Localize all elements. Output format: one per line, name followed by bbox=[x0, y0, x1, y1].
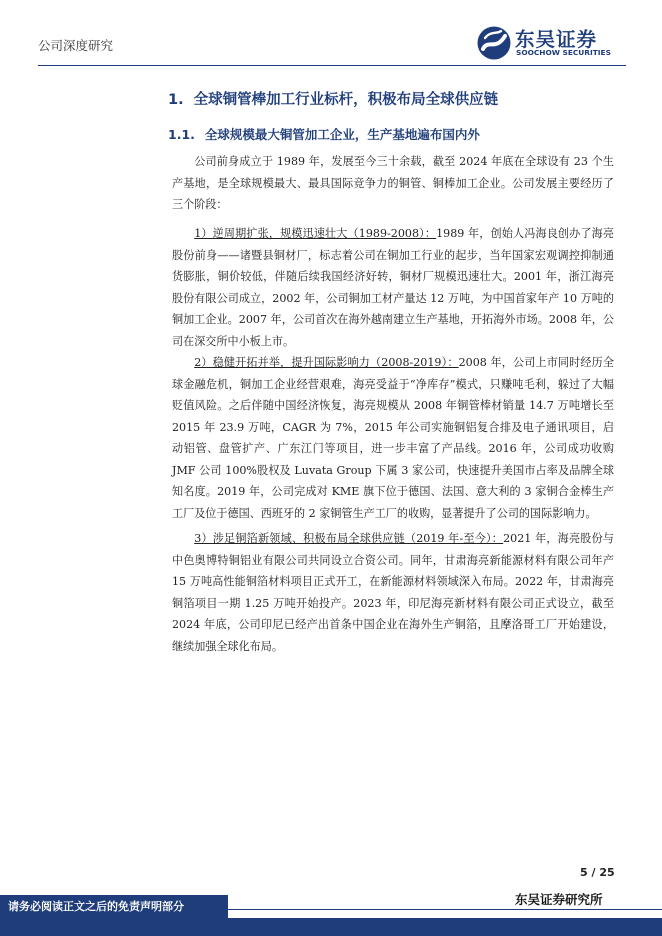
footer-band bbox=[0, 918, 662, 936]
paragraph-text: 1989 年，创始人冯海良创办了海亮股份前身——诸暨县铜材厂，标志着公司在铜加工行业的起步，当年国家宏观调控抑制通货膨胀，铜价较低，伴随后续我国经济好转，铜材厂规模迅速壮大。2001 年，浙江海亮股份有限公司成立，2002 年，公司铜加工材产量达 12 万吨，为中国首家年产 10 万吨的铜加工企业。2007 年，公司首次在海外越南建立生产基地，开拓海外市场。2008 年，公司在深交所中小板上市。 bbox=[172, 227, 614, 348]
paragraph-stage-1 bbox=[172, 223, 614, 352]
subsection-heading bbox=[168, 125, 480, 143]
footer-divider bbox=[228, 909, 662, 910]
section-number: 1. bbox=[168, 92, 184, 108]
paragraph-stage-3 bbox=[172, 528, 614, 657]
footer-organization: 东吴证券研究所 bbox=[515, 892, 603, 907]
soochow-logo-icon bbox=[476, 25, 512, 61]
paragraph-text: 2008 年，公司上市同时经历全球金融危机，铜加工企业经营艰难，海亮受益于“净库存”模式，只赚吨毛利，躲过了大幅贬值风险。之后伴随中国经济恢复，海亮规模从 2008 年铜管棒材销量 14.7 万吨增长至 2015 年 23.9 万吨，CAGR 为 7%，2015 年公司实施铜铝复合排及电子通讯项目，启动铝管、盘管扩产、广东江门等项目，进一步丰富了产品线。2016 年，公司成功收购 JMF 公司 100%股权及 Luvata Group 下属 3 家公司，快速提升美国市占率及品牌全球知名度。2019 年，公司完成对 KME 旗下位于德国、法国、意大利的 3 家铜合金棒生产工厂及位于德国、西班牙的 2 家铜管生产工厂的收购，显著提升了公司的国际影响力。 bbox=[172, 356, 614, 520]
doc-type-label: 公司深度研究 bbox=[38, 38, 114, 53]
section-heading bbox=[168, 88, 498, 109]
header-divider bbox=[38, 65, 626, 66]
paragraph-text: 公司前身成立于 1989 年，发展至今三十余载，截至 2024 年底在全球设有 23 个生产基地，是全球规模最大、最具国际竞争力的铜管、铜棒加工企业。公司发展主要经历了三个阶段： bbox=[172, 155, 614, 211]
disclaimer-banner: 请务必阅读正文之后的免责声明部分 bbox=[0, 895, 228, 918]
paragraph-lead: 2）稳健开拓并举，提升国际影响力（2008-2019）： bbox=[194, 356, 459, 369]
subsection-title: 全球规模最大铜管加工企业，生产基地遍布国内外 bbox=[204, 127, 480, 142]
logo-chinese-name: 东吴证券 bbox=[515, 28, 598, 51]
logo-english-name: SOOCHOW SECURITIES bbox=[516, 48, 611, 57]
paragraph-intro bbox=[172, 151, 614, 216]
paragraph-stage-2 bbox=[172, 352, 614, 524]
paragraph-lead: 1）逆周期扩张，规模迅速壮大（1989-2008）： bbox=[194, 227, 437, 240]
paragraph-lead: 3）涉足铜箔新领域、积极布局全球供应链（2019 年-至今）： bbox=[194, 532, 504, 545]
company-logo bbox=[476, 25, 626, 61]
page-number: 5 / 25 bbox=[580, 866, 615, 879]
section-title: 全球铜管棒加工行业标杆，积极布局全球供应链 bbox=[193, 92, 499, 108]
paragraph-text: 2021 年，海亮股份与中色奥博特铜铝业有限公司共同设立合资公司。同年，甘肃海亮新能源材料有限公司年产 15 万吨高性能铜箔材料项目正式开工，在新能源材料领域深入布局。2022 年，甘肃海亮铜箔项目一期 1.25 万吨开始投产。2023 年，印尼海亮新材料有限公司正式设立，截至 2024 年底，公司印尼已经产出首条中国企业在海外生产铜箔，且摩洛哥工厂开始建设，继续加强全球化布局。 bbox=[172, 532, 614, 653]
subsection-number: 1.1. bbox=[168, 127, 195, 142]
